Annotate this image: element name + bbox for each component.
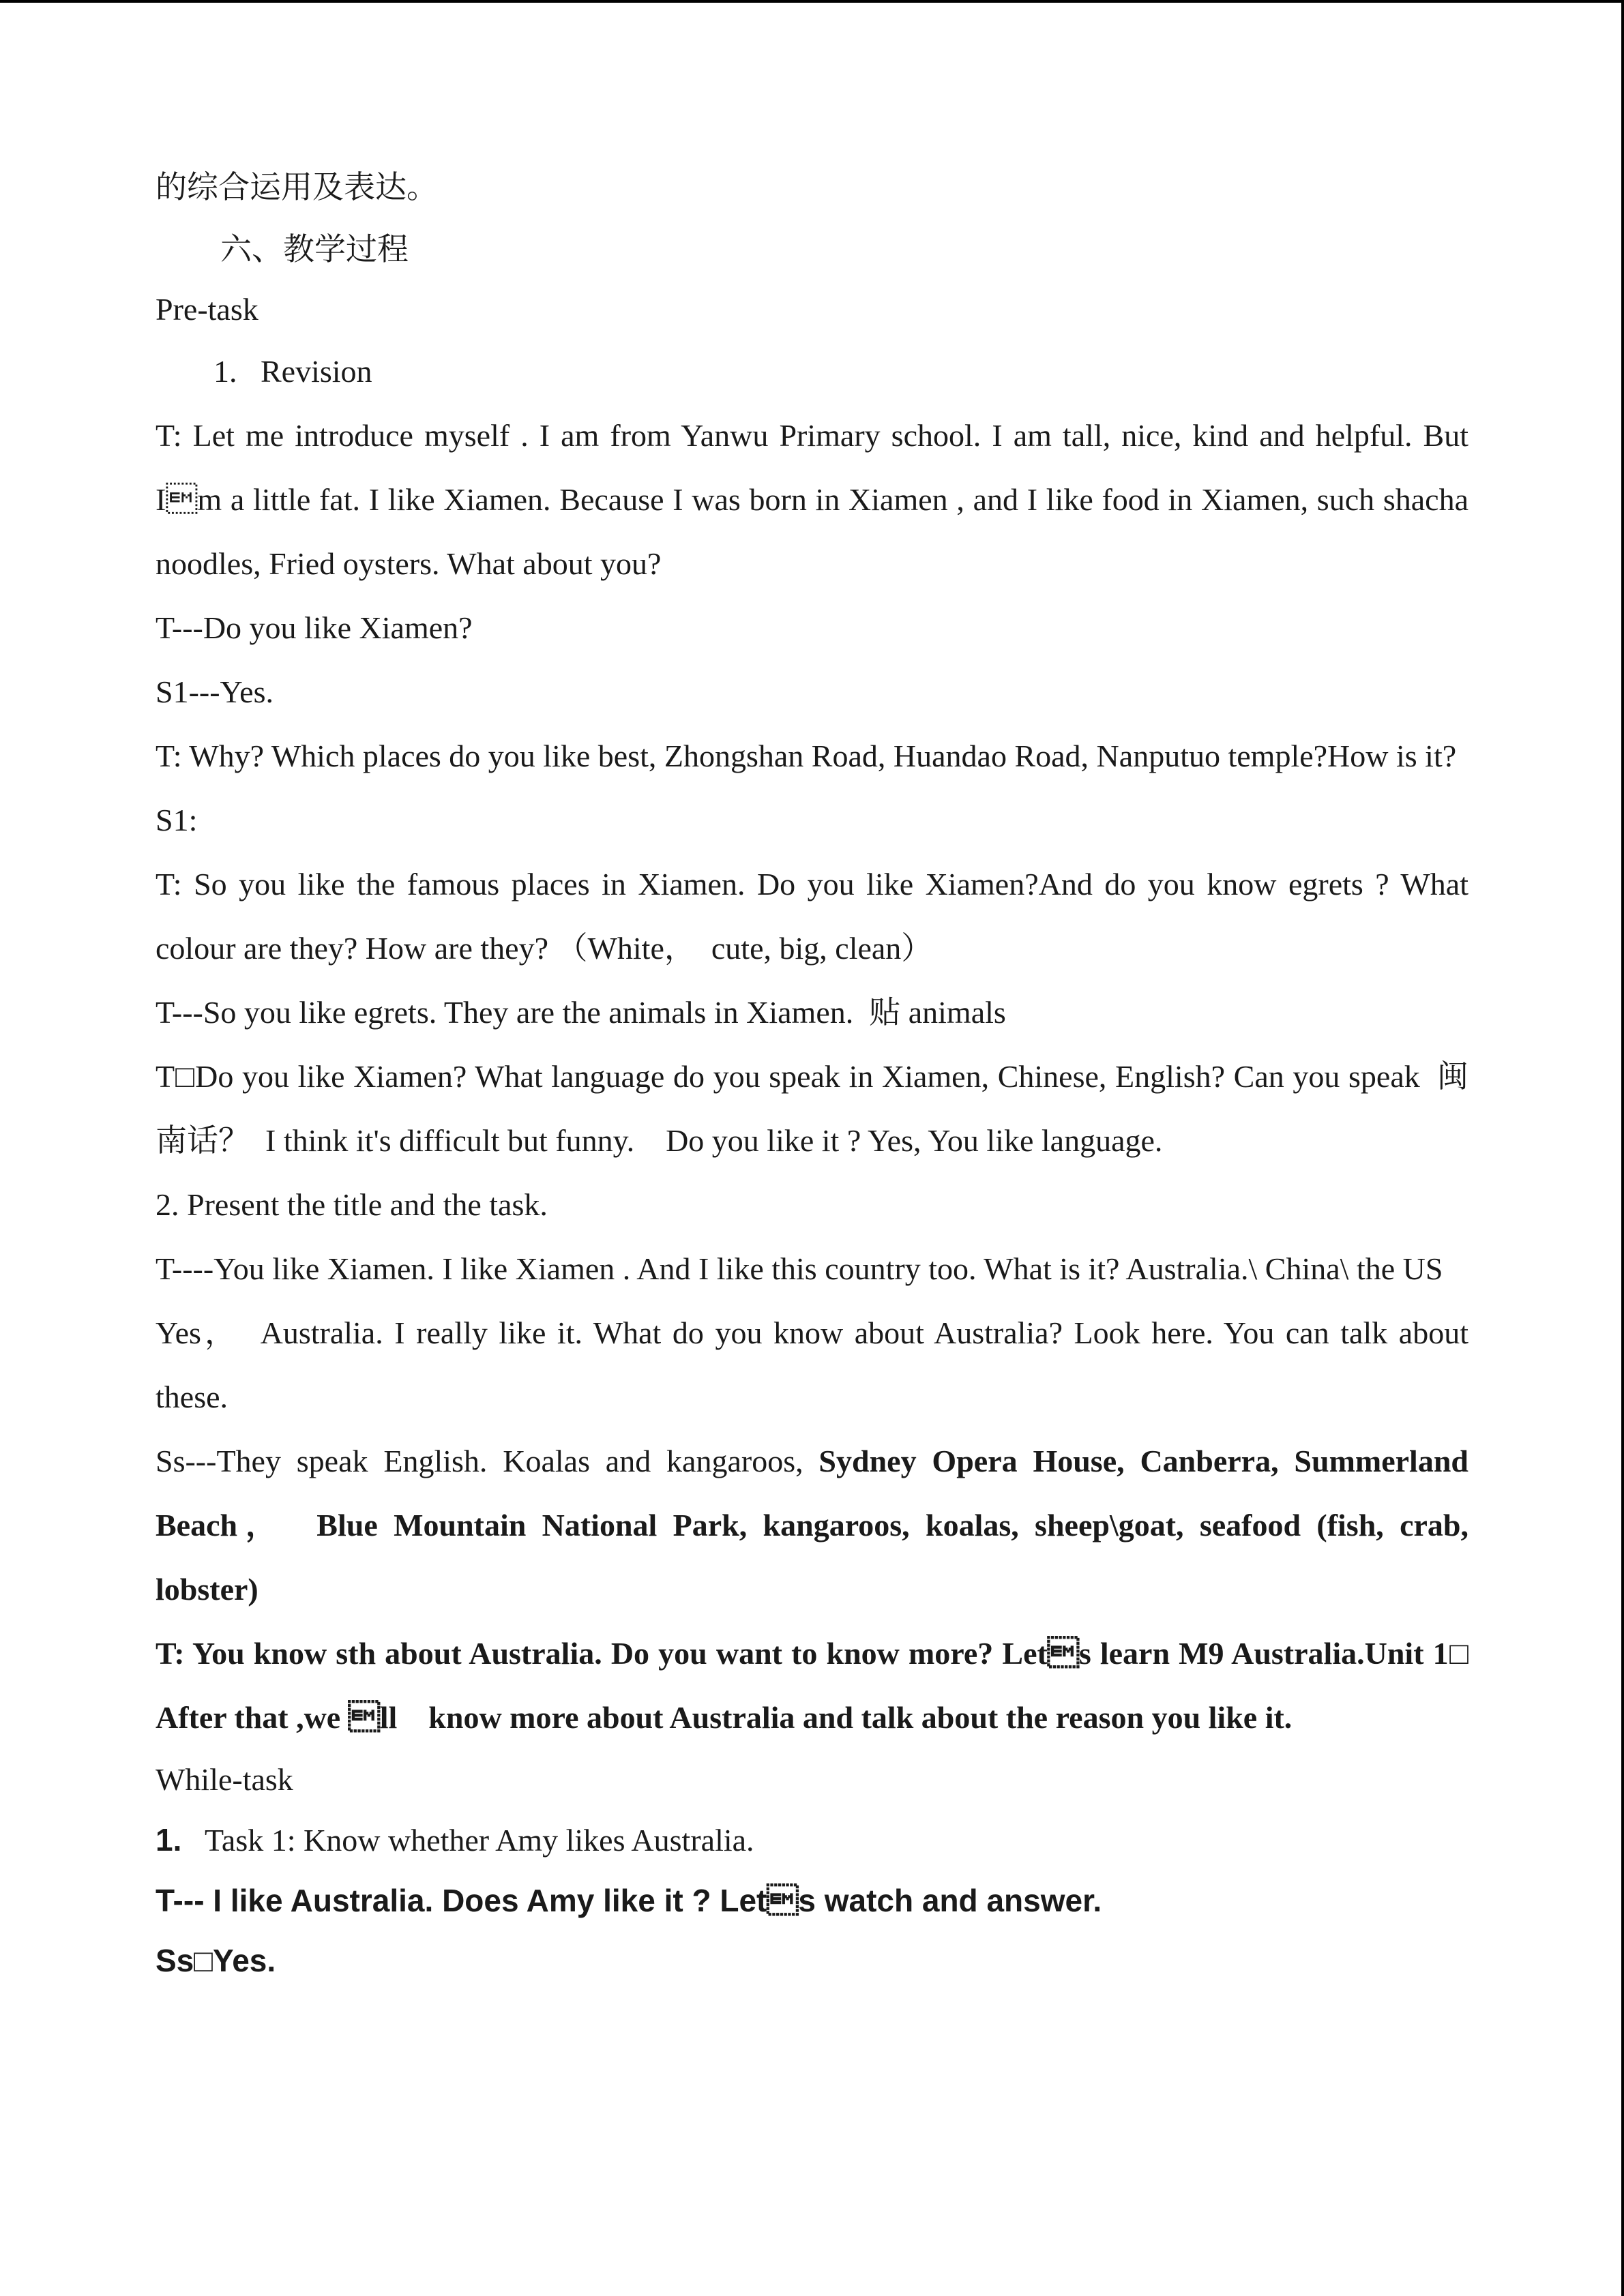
step-heading: 2. Present the title and the task. [156,1187,548,1222]
section-heading: 六、教学过程 [220,232,409,267]
dialogue-line: Ss□Yes. [156,1943,276,1978]
phase-heading: While-task [156,1762,293,1797]
paragraph: T: Why? Which places do you like best, Zhongshan Road, Huandao Road, Nanputuo temple?How is it? [156,739,1457,773]
task-number: 1. [156,1822,182,1858]
page-top-border [0,0,1624,3]
paragraph-normal-text: Ss---They speak English. Koalas and kangaroos, [156,1444,819,1478]
document-page [156,155,1477,1991]
paragraph: Yes， Australia. I really like it. What do you know about Australia? Look here. You can talk about these. [156,1315,1477,1414]
paragraph: T----You like Xiamen. I like Xiamen . And I like this country too. What is it? Australia.\ China\ the US [156,1251,1443,1286]
task-text: Task 1: Know whether Amy likes Australia. [205,1823,754,1858]
dialogue-line: T---Do you like Xiamen? [156,610,473,645]
paragraph: T: So you like the famous places in Xiamen. Do you like Xiamen?And do you know egrets ? What colour are they? How are they? （White， cute, big, clean） [156,867,1477,966]
dialogue-line: S1---Yes. [156,674,274,709]
page-right-border [1621,0,1624,2296]
dialogue-line: T---So you like egrets. They are the animals in Xiamen. 贴 animals [156,995,1006,1030]
paragraph: T: Let me introduce myself . I am from Yanwu Primary school. I am tall, nice, kind and helpful. But Im a little fat. I like Xiamen. Because I was born in Xiamen , and I like food in Xiamen, such shacha noodles, Fried oysters. What about you? [156,418,1477,581]
dialogue-line: S1: [156,803,198,837]
bold-paragraph: T: You know sth about Australia. Do you want to know more? Lets learn M9 Australia.Unit 1□ After that ,we ll know more about Australia and talk about the reason you like it. [156,1636,1475,1735]
list-item-revision [156,340,1468,404]
dialogue-line: T--- I like Australia. Does Amy like it ? Lets watch and answer. [156,1883,1102,1918]
paragraph [156,1429,1477,1622]
list-text: Revision [261,354,372,389]
list-number: 1. [213,354,237,389]
phase-heading: Pre-task [156,292,259,327]
paragraph: T□Do you like Xiamen? What language do you speak in Xiamen, Chinese, English? Can you speak 闽南话？ I think it's difficult but funny. Do you like it ? Yes, You like language. [156,1059,1468,1158]
task-item [156,1810,1468,1870]
text-line: 的综合运用及表达。 [156,170,438,205]
paragraph-bold-text: Sydney Opera House, Canberra, Summerland Beach， Blue Mountain National Park, kangaroos, koalas, sheep\goat, seafood (fish, crab, lobster) [156,1444,1477,1607]
